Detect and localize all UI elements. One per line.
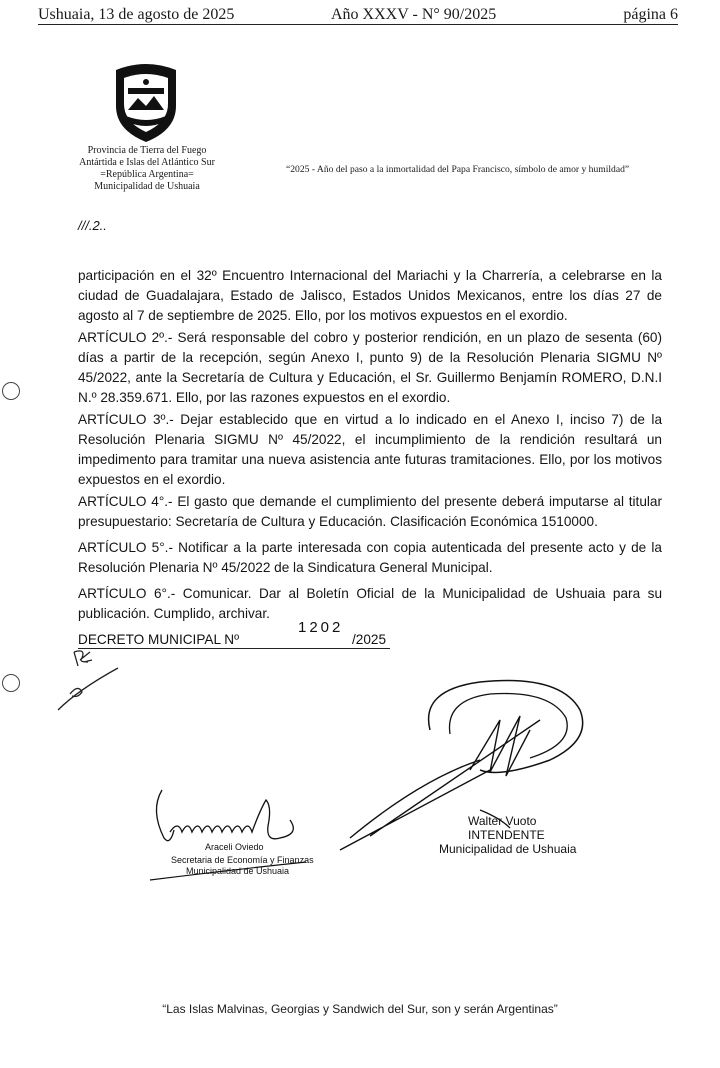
decree-number: 1202 (298, 619, 344, 636)
header-page-number: página 6 (623, 6, 678, 23)
punch-hole-icon (2, 674, 20, 692)
footer-malvinas-quote: “Las Islas Malvinas, Georgias y Sandwich del Sur, son y serán Argentinas” (162, 1002, 558, 1016)
intendente-signature-icon (330, 660, 600, 860)
paragraph-article-6: ARTÍCULO 6°.- Comunicar. Dar al Boletín Oficial de la Municipalidad de Ushuaia para su publicación. Cumplido, archivar. (78, 586, 662, 621)
secretaria-organization: Municipalidad de Ushuaia (186, 866, 290, 876)
decree-label: DECRETO MUNICIPAL Nº (78, 632, 240, 647)
intendente-name: Walter Vuoto (468, 814, 537, 828)
paragraph-article-5: ARTÍCULO 5°.- Notificar a la parte interesada con copia autenticada del presente acto y de la Resolución Plenaria Nº 45/2022 de la Sindicatura General Municipal. (78, 540, 662, 575)
secretaria-name: Araceli Oviedo (205, 842, 264, 852)
paragraph-article-2: ARTÍCULO 2º.- Será responsable del cobro y posterior rendición, en un plazo de sesenta (60) días a partir de la recepción, según Anexo I, punto 9) de la Resolución Plenaria SIGMU Nº 45/2022, ante la Secretaría de Cultura y Educación, el Sr. Guillermo Benjamín ROMERO, D.N.I N.º 28.359.671. Ello, por las razones expuestos en el exordio. (78, 330, 662, 405)
paragraph-article-3: ARTÍCULO 3º.- Dejar establecido que en virtud a lo indicado en el Anexo I, inciso 7) de la Resolución Plenaria SIGMU Nº 45/2022, el incumplimiento de la rendición resultará un impedimento para tramitar una nueva asistencia ante futuras tramitaciones. Ello, por los motivos expuestos en el exordio. (78, 412, 662, 487)
decree-year: /2025 (352, 632, 387, 647)
header-issue: Año XXXV - N° 90/2025 (331, 6, 497, 23)
intendente-organization: Municipalidad de Ushuaia (439, 842, 577, 856)
header-date: Ushuaia, 13 de agosto de 2025 (38, 6, 235, 23)
letterhead-line: Antártida e Islas del Atlántico Sur (79, 157, 215, 168)
letterhead-line: Municipalidad de Ushuaia (94, 181, 200, 192)
paragraph-article-1-continued: participación en el 32º Encuentro Internacional del Mariachi y la Charrería, a celebrarse en la ciudad de Guadalajara, Estado de Jalisco, Estados Unidos Mexicanos, entre los días 27 de agosto al 7 de septiembre de 2025. Ello, por los motivos expuestos en el exordio. (78, 268, 662, 323)
header-divider (38, 24, 678, 25)
year-motto: “2025 - Año del paso a la inmortalidad del Papa Francisco, símbolo de amor y humildad” (286, 164, 630, 175)
intendente-role: INTENDENTE (468, 828, 545, 842)
paragraph-article-4: ARTÍCULO 4°.- El gasto que demande el cumplimiento del presente deberá imputarse al titular presupuestario: Secretaría de Cultura y Educación. Clasificación Económica 1510000. (78, 494, 662, 529)
letterhead-line: Provincia de Tierra del Fuego (87, 145, 207, 156)
handwritten-initials-icon (48, 640, 148, 720)
page-continuation-ref: ///.2.. (78, 218, 107, 233)
municipal-crest-icon (108, 60, 184, 144)
letterhead-line: =República Argentina= (100, 169, 194, 180)
secretaria-role: Secretaria de Economía y Finanzas (171, 855, 314, 865)
punch-hole-icon (2, 382, 20, 400)
letterhead-organization (74, 145, 220, 193)
